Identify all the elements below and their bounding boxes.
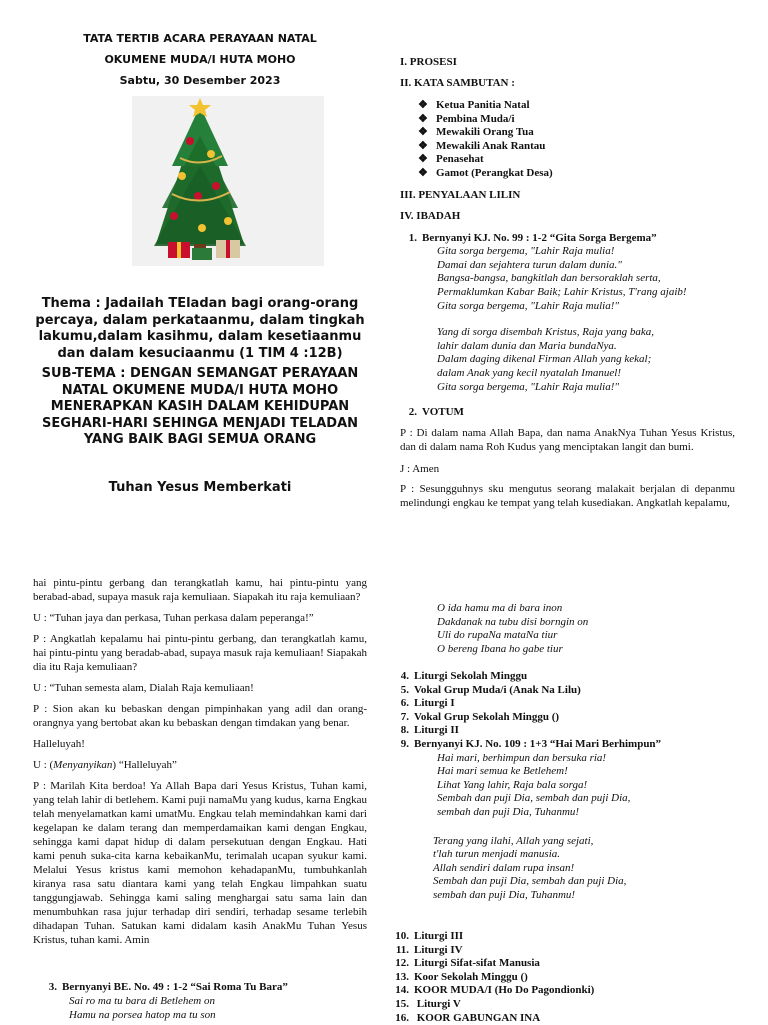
- subtheme-line: YANG BAIK BAGI SEMUA ORANG: [83, 432, 317, 447]
- christmas-tree-icon: [132, 96, 324, 266]
- list-item: 13. Koor Sekolah Minggu (): [395, 970, 528, 983]
- song-lyrics: Gita sorga bergema, "Lahir Raja mulia! Damai dan sejahtera turun dalam dunia." Bangsa-bangsa, bangkitlah dan bersoraklah serta, Permaklumkan Kabar Baik; Lahir Kristus, T'rang ajaib! Gita sorga bergema, "Lahir Raja mulia!" Yang di sorga disembah Kristus, Raja yang baka, lahir dalam dunia dan Maria bundaNya. Dalam daging dikenal Firman Allah yang kekal; dalam Anak yang kecil nyatalah Imanuel! Gita sorga bergema, "Lahir Raja mulia!": [437, 245, 687, 393]
- list-item: 6. Liturgi I: [400, 697, 455, 710]
- diamond-bullet-icon: ❖: [418, 126, 428, 139]
- song-lyrics: Terang yang ilahi, Allah yang sejati, t'lah turun menjadi manusia. Allah sendiri dalam rupa insan! Sembah dan puji Dia, sembah dan puji Dia, sembah dan puji Dia, Tuhanmu!: [433, 834, 627, 901]
- diamond-bullet-icon: ❖: [418, 112, 428, 125]
- list-item: ❖ Gamot (Perangkat Desa): [418, 166, 553, 179]
- subtheme-line: NATAL OKUMENE MUDA/I HUTA MOHO: [61, 382, 339, 398]
- song-item: 3. Bernyanyi BE. No. 49 : 1-2 “Sai Roma Tu Bara”: [48, 981, 288, 993]
- list-item: 5. Vokal Grup Muda/i (Anak Na Lilu): [400, 683, 581, 696]
- list-item: ❖ Penasehat: [418, 153, 484, 166]
- header-title: TATA TERTIB ACARA PERAYAAN NATAL: [83, 32, 317, 45]
- program-list: [392, 670, 752, 903]
- list-item: ❖ Pembina Muda/i: [418, 112, 515, 125]
- section-kata-sambutan: II. KATA SAMBUTAN :: [400, 77, 515, 89]
- subtheme-line: SEGHARI-HARI SEHINGA MENJADI TELADAN: [41, 415, 359, 431]
- list-item: 16. KOOR GABUNGAN INA: [395, 1011, 541, 1024]
- diamond-bullet-icon: ❖: [418, 153, 428, 166]
- diamond-bullet-icon: ❖: [418, 139, 428, 152]
- closing-blessing: Tuhan Yesus Memberkati: [108, 480, 292, 495]
- liturgy-text: [33, 576, 367, 947]
- response-line: U : “Tuhan jaya dan perkasa, Tuhan perkasa dalam peperanga!”: [33, 612, 314, 624]
- order-of-service: [400, 56, 740, 394]
- paragraph: P : Sion akan ku bebaskan dengan pimpinhakan yang adil dan orang-orangnya yang bertobat akan ku bebaskan dengan timdakan yang benar.: [33, 703, 367, 729]
- theme-block: [20, 296, 380, 362]
- list-item: ❖ Mewakili Anak Rantau: [418, 139, 546, 152]
- theme-line: percaya, dalam perkataanmu, dalam tingkah: [35, 312, 365, 328]
- responsive-reading: P : Di dalam nama Allah Bapa, dan nama AnakNya Tuhan Yesus Kristus, dan di dalam nama Roh Kudus yang menciptakan langit dan bumi.: [400, 427, 735, 453]
- response-line: J : Amen: [400, 463, 440, 475]
- prayer-paragraph: P : Marilah Kita berdoa! Ya Allah Bapa dari Yesus Kristus, Tuhan kami, yang telah lahir di betlehem. Kami puji namaMu yang kudus, karna Engkau telah menyelamatkan kami umatMu. Engkau telah memindahkan kami dari kegelapan ke dalam terang dan memperdamaikan kami dengan Engkau, sehingga kami dapat hidup di dalam persekutuan dengan Engkau. Hati kami penuh suka-cita karna kebaikanMu, terimalah ucapan syukur kami. Melalui Yesus kristus kami memohon kehadapanMu, tumbuhkanlah kiranya rasa satu diantara kami yang telah Engkau limpahkan suatu tanggungjawab. Sehingga kami saling menghargai satu sama lain dan menumbuhkan rasa jujur terhadap diri sendiri, terhadap sesame terlebih dihadapan Tuhan. Satukan kami didalam kasih AnakMu Tuhan Yesus Kristus, tuhan kami. Amin: [33, 780, 367, 946]
- song-lyrics: Sai ro ma tu bara di Betlehem on Hamu na porsea hatop ma tu son: [69, 995, 216, 1021]
- response-line: U : “Tuhan semesta alam, Dialah Raja kemuliaan!: [33, 682, 254, 694]
- response-line: U : (Menyanyikan) “Halleluyah”: [33, 759, 177, 771]
- list-item: 9. Bernyanyi KJ. No. 109 : 1+3 “Hai Mari Berhimpun”: [400, 737, 662, 750]
- diamond-bullet-icon: ❖: [418, 166, 428, 179]
- diamond-bullet-icon: ❖: [418, 99, 428, 111]
- list-item: 8. Liturgi II: [400, 724, 459, 737]
- section-penyalaan-lilin: III. PENYALAAN LILIN: [400, 188, 521, 201]
- votum-heading: 2. VOTUM: [408, 406, 464, 418]
- theme-line: dan dalam kesuciaanmu (1 TIM 4 :12B): [57, 345, 343, 361]
- paragraph: hai pintu-pintu gerbang dan terangkatlah kamu, hai pintu-pintu yang berabad-abad, supaya masuk raja kemuliaan. Siapakah itu raja kemuliaan?: [33, 577, 367, 603]
- list-item: 11. Liturgi IV: [395, 943, 463, 956]
- program-list: [392, 930, 752, 1025]
- subtheme-line: SUB-TEMA : DENGAN SEMANGAT PERAYAAN: [41, 366, 359, 381]
- list-item: ❖ Ketua Panitia Natal: [418, 99, 530, 111]
- subtheme-block: [20, 366, 380, 449]
- list-item: ❖ Mewakili Orang Tua: [418, 126, 534, 139]
- song-item: 1. Bernyanyi KJ. No. 99 : 1-2 “Gita Sorga Bergema”: [408, 231, 657, 244]
- theme-line: Thema : Jadailah TEladan bagi orang-orang: [41, 296, 359, 311]
- list-item: 12. Liturgi Sifat-sifat Manusia: [395, 957, 540, 970]
- section-prosesi: I. PROSESI: [400, 56, 457, 68]
- list-item: 15. Liturgi V: [395, 997, 461, 1010]
- theme-line: lakumu,dalam kasihmu, dalam kesetiaanmu: [38, 329, 362, 344]
- halleluyah-line: Halleluyah!: [33, 738, 85, 750]
- responsive-reading: P : Sesungguhnys sku mengutus seorang malakait berjalan di depanmu melindungi engkau ke tempat yang telah kusediakan. Angkatlah kepalamu,: [400, 483, 735, 509]
- paragraph: P : Angkatlah kepalamu hai pintu-pintu gerbang, dan terangkatlah kamu, hai pintu-pintu yang beradab-abad, supaya masuk raja kemuliaan! Siapakah dia itu Raja kemuliaan?: [33, 633, 367, 673]
- list-item: 4. Liturgi Sekolah Minggu: [400, 670, 528, 682]
- song-lyrics: Hai mari, berhimpun dan bersuka ria! Hai mari semua ke Betlehem! Lihat Yang lahir, Raja bala sorga! Sembah dan puji Dia, sembah dan puji Dia, sembah dan puji Dia, Tuhanmu!: [437, 751, 631, 818]
- header-date: Sabtu, 30 Desember 2023: [119, 74, 281, 87]
- header-event: OKUMENE MUDA/I HUTA MOHO: [104, 53, 296, 66]
- subtheme-line: MENERAPKAN KASIH DALAM KEHIDUPAN: [50, 399, 350, 414]
- christmas-tree-image: [132, 96, 324, 266]
- speaker-list: [400, 99, 740, 181]
- program-header: [50, 28, 350, 91]
- song-lyrics: O ida hamu ma di bara inon Dakdanak na tubu disi borngin on Uli do rupaNa mataNa tiur O bereng Ibana ho gabe tiur: [437, 602, 589, 655]
- list-item: 14. KOOR MUDA/I (Ho Do Pagondionki): [395, 984, 595, 997]
- list-item: 10. Liturgi III: [395, 930, 464, 942]
- section-ibadah: IV. IBADAH: [400, 209, 461, 222]
- list-item: 7. Vokal Grup Sekolah Minggu (): [400, 710, 560, 723]
